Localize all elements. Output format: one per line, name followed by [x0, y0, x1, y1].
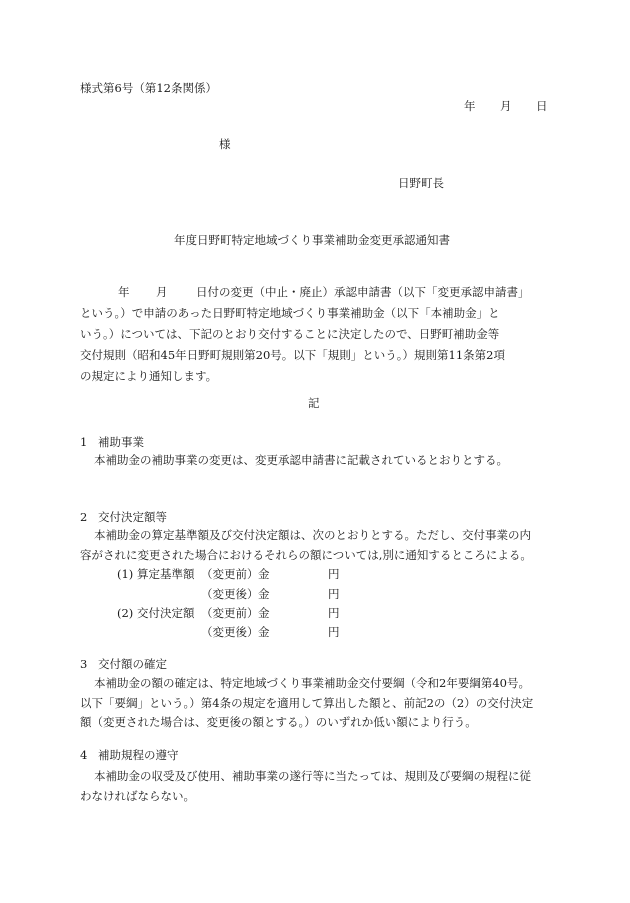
amount-status: （変更後） — [201, 587, 259, 601]
amount-label: (1) 算定基準額 — [117, 567, 195, 581]
amount-unit: 円 — [328, 587, 340, 601]
section-number: 1 — [80, 435, 88, 449]
intro-line-3: いう。）については、下記のとおり交付することに決定したので、日野町補助金等 — [80, 327, 500, 341]
section-number: 3 — [80, 657, 88, 671]
amount-unit: 円 — [328, 567, 340, 581]
section-number: 4 — [80, 748, 88, 762]
section-body-line: 本補助金の算定基準額及び交付決定額は、次のとおりとする。ただし、交付事業の内 — [94, 528, 531, 542]
date-month: 月 — [500, 99, 512, 113]
document-title: 年度日野町特定地域づくり事業補助金変更承認通知書 — [174, 233, 450, 247]
date-day: 日 — [536, 99, 548, 113]
intro-line-5: の規定により通知します。 — [80, 369, 218, 383]
intro-month: 月 — [156, 285, 168, 299]
section-heading — [80, 512, 167, 524]
section-body-line: 額（変更された場合は、変更後の額とする。）のいずれか低い額により行う。 — [80, 715, 477, 729]
issuer-name: 日野町長 — [398, 176, 444, 190]
addressee-suffix: 様 — [219, 137, 231, 151]
section-heading — [80, 750, 179, 762]
date-year: 年 — [464, 99, 476, 113]
intro-line-2: という。）で申請のあった日野町特定地域づくり事業補助金（以下「本補助金」と — [80, 306, 500, 320]
amount-unit: 円 — [328, 625, 340, 639]
section-body-line: 本補助金の補助事業の変更は、変更承認申請書に記載されているとおりとする。 — [94, 453, 508, 467]
section-body-line: 本補助金の収受及び使用、補助事業の遂行等に当たっては、規則及び要綱の規程に従 — [94, 769, 531, 783]
section-heading — [80, 437, 144, 449]
section-title: 補助規程の遵守 — [98, 748, 179, 762]
amount-currency: 金 — [258, 567, 270, 581]
amount-unit: 円 — [328, 606, 340, 620]
amount-label: (2) 交付決定額 — [117, 606, 195, 620]
section-heading — [80, 659, 167, 671]
section-title: 交付額の確定 — [98, 657, 167, 671]
amount-currency: 金 — [258, 625, 270, 639]
section-number: 2 — [80, 510, 88, 524]
amount-status: （変更前） — [201, 606, 259, 620]
intro-line-4: 交付規則（昭和45年日野町規則第20号。以下「規則」という。）規則第11条第2項 — [80, 348, 505, 362]
amount-currency: 金 — [258, 606, 270, 620]
section-body-line: 容がされに変更された場合におけるそれらの額については,別に通知するところによる。 — [80, 548, 532, 562]
amount-status: （変更前） — [201, 567, 259, 581]
section-body-line: 本補助金の額の確定は、特定地域づくり事業補助金交付要綱（令和2年要綱第40号。 — [94, 676, 530, 690]
ki-marker: 記 — [308, 396, 320, 410]
section-body-line: わなければならない。 — [80, 789, 195, 803]
amount-currency: 金 — [258, 587, 270, 601]
form-number: 様式第6号（第12条関係） — [80, 81, 217, 95]
intro-line-1: 日付の変更（中止・廃止）承認申請書（以下「変更承認申請書」 — [196, 285, 530, 299]
amount-status: （変更後） — [201, 625, 259, 639]
intro-year: 年 — [118, 285, 130, 299]
section-title: 補助事業 — [98, 435, 144, 449]
section-body-line: 以下「要綱」という。）第4条の規定を適用して算出した額と、前記2の（2）の交付決定 — [80, 696, 534, 710]
section-title: 交付決定額等 — [98, 510, 167, 524]
